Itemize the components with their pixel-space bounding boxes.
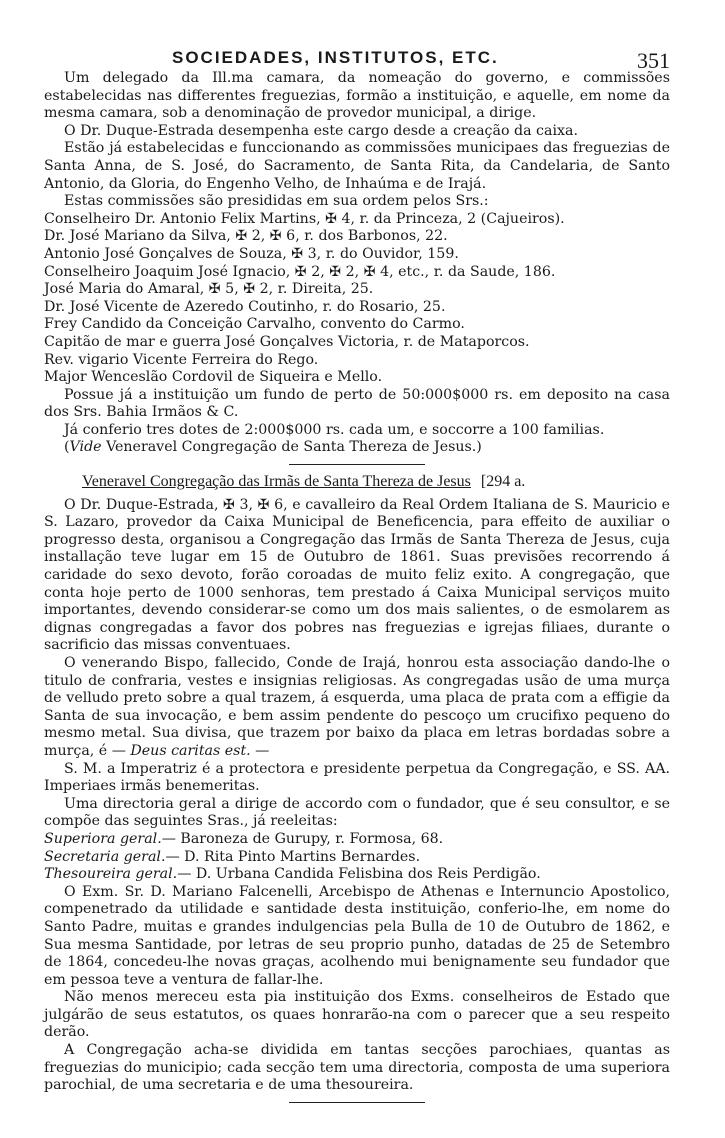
list-item: Capitão de mar e guerra José Gonçalves Victoria, r. de Mataporcos. bbox=[44, 333, 530, 350]
paragraph: S. M. a Imperatriz é a protectora e presidente perpetua da Congregação, e SS. AA. Imperiaes irmãs benemeritas. bbox=[44, 760, 670, 795]
vide-note: (Vide Veneravel Congregação de Santa Thereza de Jesus.) bbox=[64, 439, 482, 456]
list-item: Major Wenceslão Cordovil de Siqueira e Mello. bbox=[44, 369, 383, 386]
paragraph: O Exm. Sr. D. Mariano Falcenelli, Arcebispo de Athenas e Internuncio Apostolico, compenetrado da utilidade e santidade desta instituição, conferio-lhe, em nome do Santo Padre, muitas e grandes indulgencias pela Bulla de 10 de Outubro de 1862, e Sua mesma Santidade, por letras de seu proprio punho, datadas de 25 de Setembro de 1864, concedeu-lhe novas graças, acolhendo mui benignamente seu fundador que em pessoa teve a ventura de fallar-lhe. bbox=[44, 883, 670, 988]
list-item: Dr. José Vicente de Azeredo Coutinho, r. do Rosario, 25. bbox=[44, 298, 446, 315]
running-title: SOCIEDADES, INSTITUTOS, ETC. bbox=[172, 48, 499, 67]
paragraph: Possue já a instituição um fundo de perto de 50:000$000 rs. em deposito na casa dos Srs. Bahia Irmãos & C. bbox=[44, 386, 670, 421]
officer-name: — D. Rita Pinto Martins Bernardes. bbox=[165, 848, 421, 865]
paragraph: Não menos mereceu esta pia instituição dos Exms. conselheiros de Estado que julgárão de seus estatutos, os quaes honrarão-na com o parecer que a seu respeito derão. bbox=[44, 989, 670, 1041]
list-item: Antonio José Gonçalves de Souza, ✠ 3, r. do Ouvidor, 159. bbox=[44, 245, 459, 262]
list-item: Frey Candido da Conceição Carvalho, convento do Carmo. bbox=[44, 316, 465, 333]
list-item: Conselheiro Joaquim José Ignacio, ✠ 2, ✠ 2, ✠ 4, etc., r. da Saude, 186. bbox=[44, 263, 556, 280]
paragraph: Já conferio tres dotes de 2:000$000 rs. cada um, e soccorre a 100 familias. bbox=[64, 421, 605, 438]
officers-list bbox=[44, 831, 670, 884]
page-number: 351 bbox=[637, 48, 670, 73]
paragraph: Estão já estabelecidas e funccionando as commissões municipaes das freguezias de Santa Anna, de S. José, do Sacramento, de Santa Rita, da Candelaria, de Santo Antonio, da Gloria, do Engenho Velho, de Inhaúma e de Irajá. bbox=[44, 140, 670, 192]
paragraph: Estas commissões são presididas em sua ordem pelos Srs.: bbox=[64, 193, 489, 210]
paragraph: Um delegado da Ill.ma camara, da nomeação do governo, e commissões estabelecidas nas differentes freguezias, formão a instituição, e aquelle, em nome da mesma camara, sob a denominação de provedor municipal, a dirige. bbox=[44, 70, 670, 122]
officer-name: — Baroneza de Gurupy, r. Formosa, 68. bbox=[161, 830, 444, 847]
list-item bbox=[44, 866, 670, 884]
members-list bbox=[44, 211, 670, 387]
book-page bbox=[44, 38, 670, 1111]
officer-role: Thesoureira geral. bbox=[44, 866, 178, 883]
officer-role: Secretaria geral. bbox=[44, 848, 166, 865]
officer-role: Superiora geral. bbox=[44, 830, 162, 847]
page-header bbox=[44, 38, 670, 73]
divider bbox=[289, 464, 425, 465]
section-heading bbox=[44, 473, 670, 491]
paragraph: O Dr. Duque-Estrada, ✠ 3, ✠ 6, e cavalleiro da Real Ordem Italiana de S. Mauricio e S. Lazaro, provedor da Caixa Municipal de Beneficencia, para effeito de auxiliar o progresso desta, organisou a Congregação das Irmãs de Santa Thereza de Jesus, cuja installação teve lugar em 15 de Outubro de 1861. Suas previsões recorrendo á caridade do sexo devoto, forão coroadas de muito feliz exito. A congregação, que conta hoje perto de 1000 senhoras, tem prestado á Caixa Municipal serviços muito importantes, devendo considerar-se como um dos mais salientes, o de esmolarem as dignas congregadas a favor dos pobres nas freguezias e igrejas filiaes, durante o sacrificio das missas conventuaes. bbox=[44, 496, 670, 654]
vide-text: Veneravel Congregação de Santa Thereza de Jesus.) bbox=[101, 439, 482, 456]
list-item bbox=[44, 849, 670, 867]
paragraph bbox=[44, 655, 670, 761]
list-item: Dr. José Mariano da Silva, ✠ 2, ✠ 6, r. dos Barbonos, 22. bbox=[44, 228, 448, 245]
paragraph: Uma directoria geral a dirige de accordo com o fundador, que é seu consultor, e se compõe das seguintes Sras., já reeleitas: bbox=[44, 795, 670, 830]
vide-word: Vide bbox=[69, 439, 102, 456]
list-item: Rev. vigario Vicente Ferreira do Rego. bbox=[44, 351, 319, 368]
list-item bbox=[44, 831, 670, 849]
section-reference: [294 a. bbox=[480, 473, 526, 491]
paragraph: A Congregação acha-se dividida em tantas secções parochiaes, quantas as freguezias do municipio; cada secção tem uma directoria, composta de uma superiora parochial, de uma secretaria e de uma thesoureira. bbox=[44, 1042, 670, 1094]
body-text bbox=[44, 70, 670, 1103]
end-divider bbox=[289, 1102, 425, 1103]
officer-name: — D. Urbana Candida Felisbina dos Reis Perdigão. bbox=[177, 866, 541, 883]
paragraph-text: — bbox=[250, 742, 270, 759]
paragraph: O Dr. Duque-Estrada desempenha este cargo desde a creação da caixa. bbox=[64, 122, 578, 139]
paragraph-text: O venerando Bispo, fallecido, Conde de Irajá, honrou esta associação dando-lhe o titulo de confraria, vestes e insignias religiosas. As congregadas usão de uma murça de velludo preto sobre a qual trazem, á esquerda, uma placa de prata com a effigie da Santa de sua invocação, e bem assim pendente do pescoço um crucifixo pequeno do mesmo metal. Sua divisa, que trazem por baixo da placa em letras bordadas sobre a murça, é — bbox=[44, 655, 670, 759]
list-item: Conselheiro Dr. Antonio Felix Martins, ✠ 4, r. da Princeza, 2 (Cajueiros). bbox=[44, 210, 565, 227]
list-item: José Maria do Amaral, ✠ 5, ✠ 2, r. Direita, 25. bbox=[44, 281, 374, 298]
section-title: Veneravel Congregação das Irmãs de Santa Thereza de Jesus bbox=[82, 473, 471, 491]
motto: Deus caritas est. bbox=[130, 742, 251, 759]
